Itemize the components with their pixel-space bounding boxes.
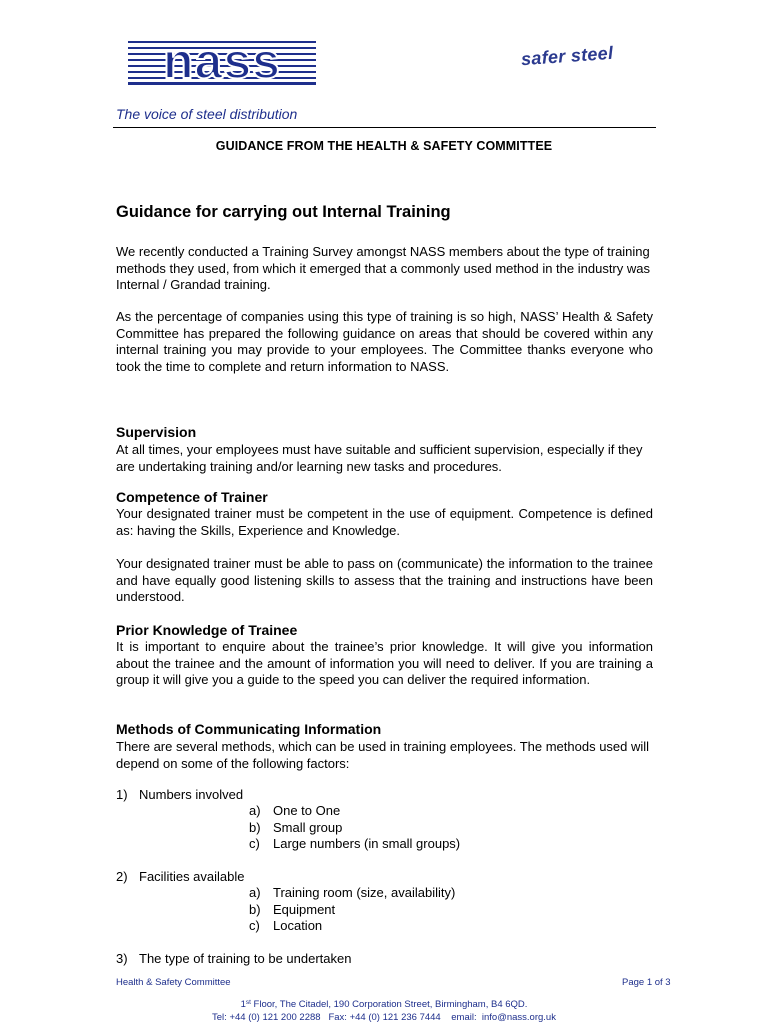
factor-item (116, 787, 243, 802)
committee-heading: GUIDANCE FROM THE HEALTH & SAFETY COMMITTEE (215, 139, 553, 153)
factor-item (116, 869, 245, 884)
methods-text: There are several methods, which can be used in training employees. The methods used will depend on some of the following factors: (116, 739, 650, 771)
intro-paragraph-1: We recently conducted a Training Survey amongst NASS members about the type of training methods they used, from which it emerged that a commonly used method in the industry was Internal / Grandad training. (116, 244, 650, 292)
factor-item (116, 951, 351, 966)
sub-list-item: b) Small group (249, 819, 343, 835)
sub-list-item: c) Large numbers (in small groups) (249, 836, 461, 851)
factor-sub-list (249, 803, 460, 853)
prior-knowledge-text: It is important to enquire about the trainee’s prior knowledge. It will give you information about the trainee and the amount of information you will need to deliver. If you are training a group it will give you a guide to the speed you can deliver the required information. (116, 639, 653, 687)
tagline: The voice of steel distribution (116, 106, 298, 122)
nass-logo-graphic (128, 38, 316, 86)
factor-marker: 3) (116, 951, 128, 966)
intro-paragraph-2: As the percentage of companies using this type of training is so high, NASS’ Health & Safety Committee has prepared the following guidance on areas that should be covered within any internal training you may provide to your employees. The Committee thanks everyone who took the time to complete and return information to NASS. (116, 309, 653, 374)
section-heading-prior-knowledge: Prior Knowledge of Trainee (116, 622, 298, 638)
footer-committee: Health & Safety Committee (116, 977, 231, 988)
section-heading-supervision: Supervision (116, 424, 197, 440)
header-divider (113, 127, 656, 128)
contact-line: Tel: +44 (0) 121 200 2288 Fax: +44 (0) 121 236 7444 email: info@nass.org.uk (212, 1012, 556, 1023)
factor-label: Facilities available (139, 869, 245, 884)
factor-marker: 2) (116, 869, 128, 884)
slogan: safer steel (520, 42, 614, 70)
factor-sub-list (249, 885, 455, 935)
competence-text-2: Your designated trainer must be able to pass on (communicate) the information to the trainee and have equally good listening skills to assess that the training and instructions have been understood. (116, 556, 653, 604)
sub-list-item: a) Training room (size, availability) (249, 885, 456, 900)
factor-marker: 1) (116, 787, 128, 802)
sub-list-item: a) One to One (249, 803, 341, 818)
section-heading-methods: Methods of Communicating Information (116, 721, 382, 737)
page-number: Page 1 of 3 (622, 977, 671, 988)
supervision-text: At all times, your employees must have suitable and sufficient supervision, especially if they are undertaking training and/or learning new tasks and procedures. (116, 442, 643, 474)
nass-logo (128, 38, 316, 86)
competence-text-1: Your designated trainer must be competent in the use of equipment. Competence is defined as: having the Skills, Experience and Knowledge. (116, 506, 653, 538)
document-title: Guidance for carrying out Internal Training (116, 203, 451, 221)
svg-text:nass: nass (163, 38, 281, 86)
section-heading-competence: Competence of Trainer (116, 489, 268, 505)
footer-address (0, 998, 768, 1024)
factor-label: Numbers involved (139, 787, 244, 802)
sub-list-item: b) Equipment (249, 901, 336, 917)
sub-list-item: c) Location (249, 918, 323, 933)
factor-label: The type of training to be undertaken (139, 951, 352, 966)
address-line: 1st Floor, The Citadel, 190 Corporation Street, Birmingham, B4 6QD. (240, 999, 528, 1010)
